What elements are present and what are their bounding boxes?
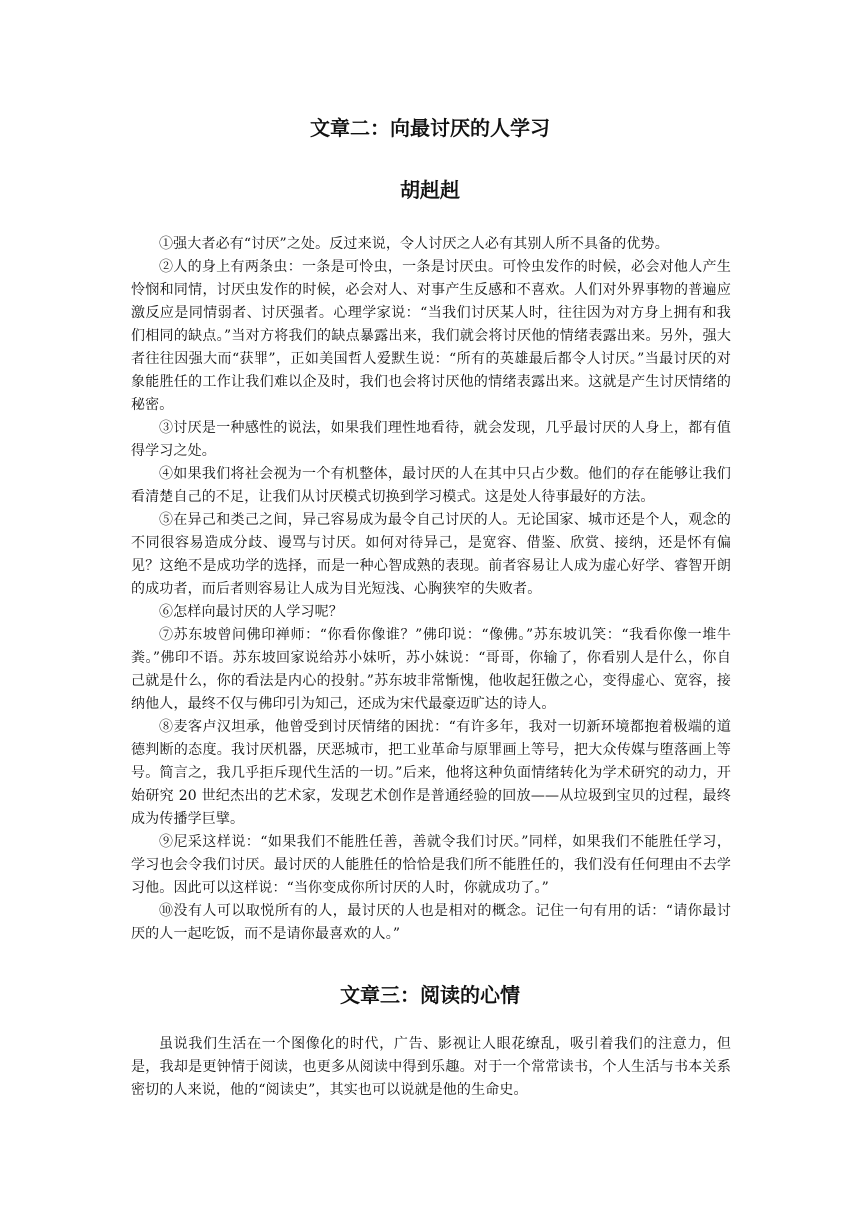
article3-body — [131, 1033, 731, 1102]
article2-body — [131, 233, 731, 946]
paragraph-5: ⑤在异己和类己之间，异己容易成为最令自己讨厌的人。无论国家、城市还是个人，观念的不同很容易造成分歧、谩骂与讨厌。如何对待异己，是宽容、借鉴、欣赏、接纳，还是怀有偏见？这绝不是成功学的选择，而是一种心智成熟的表现。前者容易让人成为虚心好学、睿智开朗的成功者，而后者则容易让人成为目光短浅、心胸狭窄的失败者。 — [131, 512, 731, 597]
article3-paragraph-1: 虽说我们生活在一个图像化的时代，广告、影视让人眼花缭乱，吸引着我们的注意力，但是，我却是更钟情于阅读，也更多从阅读中得到乐趣。对于一个常常读书，个人生活与书本关系密切的人来说，他的“阅读史”，其实也可以说就是他的生命史。 — [131, 1036, 731, 1098]
paragraph-8: ⑧麦客卢汉坦承，他曾受到讨厌情绪的困扰：“有许多年，我对一切新环境都抱着极端的道德判断的态度。我讨厌机器，厌恶城市，把工业革命与原罪画上等号，把大众传媒与堕落画上等号。简言之，我几乎拒斥现代生活的一切。”后来，他将这种负面情绪转化为学术研究的动力，开始研究 20 世纪杰出的艺术家，发现艺术创作是普通经验的回放——从垃圾到宝贝的过程，最终成为传播学巨擘。 — [131, 719, 731, 827]
article2-title: 文章二：向最讨厌的人学习 — [310, 116, 550, 140]
article3-title: 文章三：阅读的心情 — [340, 983, 520, 1007]
paragraph-2: ②人的身上有两条虫：一条是可怜虫，一条是讨厌虫。可怜虫发作的时候，必会对他人产生怜悯和同情，讨厌虫发作的时候，必会对人、对事产生反感和不喜欢。人们对外界事物的普遍应激反应是同情弱者、讨厌强者。心理学家说：“当我们讨厌某人时，往往因为对方身上拥有和我们相同的缺点。”当对方将我们的缺点暴露出来，我们就会将讨厌他的情绪表露出来。另外，强大者往往因强大而“获罪”，正如美国哲人爱默生说：“所有的英雄最后都令人讨厌。”当最讨厌的对象能胜任的工作让我们难以企及时，我们也会将讨厌他的情绪表露出来。这就是产生讨厌情绪的秘密。 — [131, 259, 731, 413]
paragraph-10: ⑩没有人可以取悦所有的人，最讨厌的人也是相对的概念。记住一句有用的话：“请你最讨厌的人一起吃饭，而不是请你最喜欢的人。” — [131, 903, 731, 942]
paragraph-4: ④如果我们将社会视为一个有机整体，最讨厌的人在其中只占少数。他们的存在能够让我们看清楚自己的不足，让我们从讨厌模式切换到学习模式。这是处人待事最好的方法。 — [131, 466, 731, 505]
article2-author: 胡赳赳 — [400, 178, 460, 202]
paragraph-6: ⑥怎样向最讨厌的人学习呢？ — [159, 604, 343, 620]
paragraph-1: ①强大者必有“讨厌”之处。反过来说，令人讨厌之人必有其别人所不具备的优势。 — [159, 236, 669, 252]
paragraph-3: ③讨厌是一种感性的说法，如果我们理性地看待，就会发现，几乎最讨厌的人身上，都有值得学习之处。 — [131, 420, 731, 459]
paragraph-9: ⑨尼采这样说：“如果我们不能胜任善，善就令我们讨厌。”同样，如果我们不能胜任学习，学习也会令我们讨厌。最讨厌的人能胜任的恰恰是我们所不能胜任的，我们没有任何理由不去学习他。因此可以这样说：“当你变成你所讨厌的人时，你就成功了。” — [131, 834, 731, 896]
paragraph-7: ⑦苏东坡曾问佛印禅师：“你看你像谁？”佛印说：“像佛。”苏东坡讥笑：“我看你像一堆牛粪。”佛印不语。苏东坡回家说给苏小妹听，苏小妹说：“哥哥，你输了，你看别人是什么，你自己就是什么，你的看法是内心的投射。”苏东坡非常惭愧，他收起狂傲之心，变得虚心、宽容，接纳他人，最终不仅与佛印引为知己，还成为宋代最豪迈旷达的诗人。 — [131, 627, 731, 712]
